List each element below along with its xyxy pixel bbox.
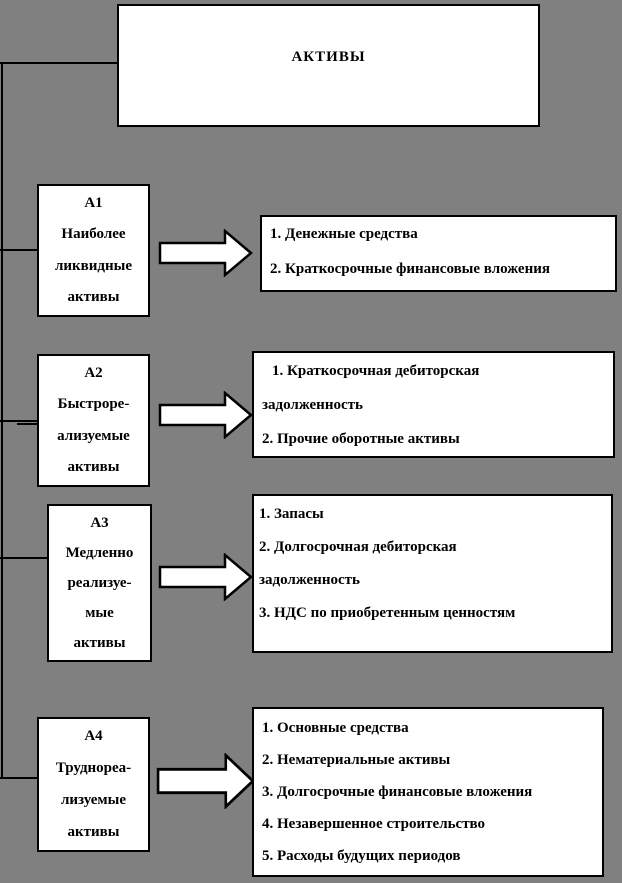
category-box-a1: [37, 184, 150, 317]
connector-line-title: [0, 62, 118, 64]
arrow-right-icon: [158, 229, 254, 277]
category-line: А1: [84, 195, 103, 212]
items-box-a3: [252, 494, 613, 653]
arrow-right-icon: [158, 391, 254, 439]
item-line: 3. НДС по приобретенным ценностям: [259, 605, 516, 621]
category-line: активы: [67, 823, 120, 840]
category-box-a3: [47, 504, 152, 662]
items-box-a2: [252, 351, 615, 458]
category-line: Наиболее: [61, 226, 126, 243]
arrow-right-icon: [158, 553, 254, 601]
category-line: лизуемые: [60, 791, 127, 808]
item-line: 4. Незавершенное строительство: [262, 816, 486, 832]
category-box-a2: [37, 354, 150, 487]
item-line: 2. Долгосрочная дебиторская: [259, 539, 457, 555]
item-line: 1. Основные средства: [262, 720, 409, 736]
category-line: активы: [73, 634, 126, 651]
category-line: А3: [90, 514, 109, 531]
arrow-right-icon: [156, 753, 256, 809]
category-line: А2: [84, 365, 103, 382]
items-box-a4: [252, 707, 604, 877]
item-line: 1. Краткосрочная дебиторская: [272, 363, 480, 379]
category-line: А4: [84, 728, 103, 745]
title-label: АКТИВЫ: [291, 49, 366, 65]
title-box: [117, 4, 540, 127]
category-line: Быстроре-: [57, 396, 130, 413]
connector-line-a1: [0, 249, 38, 251]
item-line: 2. Нематериальные активы: [262, 752, 451, 768]
item-line: задолженность: [262, 397, 363, 413]
items-box-a1: [260, 215, 617, 292]
category-line: активы: [67, 458, 120, 475]
item-line: 1. Запасы: [259, 506, 324, 522]
item-line: 2. Прочие оборотные активы: [262, 431, 460, 447]
connector-line-a4: [0, 777, 38, 779]
category-line: активы: [67, 288, 120, 305]
item-line: 1. Денежные средства: [270, 226, 418, 242]
category-box-a4: [37, 717, 150, 852]
item-line: задолженность: [259, 572, 360, 588]
category-line: ализуемые: [57, 427, 130, 444]
category-line: мые: [85, 604, 114, 621]
connector-line-a2: [0, 420, 38, 422]
item-line: 3. Долгосрочные финансовые вложения: [262, 784, 533, 800]
category-line: Труднореа-: [55, 760, 132, 777]
category-line: ликвидные: [54, 257, 133, 274]
connector-line-a2-overlap: [17, 423, 38, 425]
connector-line-a3: [0, 557, 48, 559]
category-line: Медленно: [65, 544, 134, 561]
item-line: 5. Расходы будущих периодов: [262, 848, 461, 864]
category-line: реализуе-: [67, 574, 132, 591]
item-line: 2. Краткосрочные финансовые вложения: [270, 261, 550, 277]
